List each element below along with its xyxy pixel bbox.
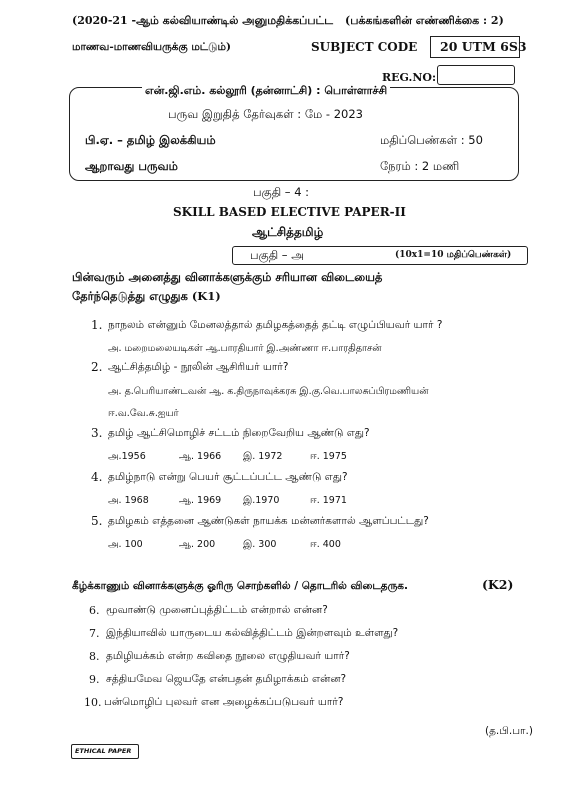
- section-a-instruction-2: [72, 289, 221, 305]
- header-line1: (2020-21 -ஆம் கல்வியாண்டில் அனுமதிக்கப்பட்ட: [72, 14, 334, 27]
- q5-option-c: இ. 300: [243, 539, 277, 550]
- max-marks: மதிப்பெண்கள் : 50: [380, 133, 483, 147]
- q10-number: 10.: [84, 696, 102, 709]
- q3-text: தமிழ் ஆட்சிமொழிச் சட்டம் நிறைவேறிய ஆண்டு எது?: [108, 427, 370, 439]
- section-a-instruction-1: பின்வரும் அனைத்து வினாக்களுக்கும் சரியான விடையைத்: [72, 270, 383, 284]
- q4-option-d: ஈ. 1971: [310, 495, 347, 506]
- subject-code: 20 UTM 6S3: [440, 39, 527, 54]
- duration: நேரம் : 2 மணி: [380, 159, 460, 173]
- paper-tamil: ஆட்சித்தமிழ்: [252, 225, 324, 239]
- q6-text: மூவாண்டு முனைப்புத்திட்டம் என்றால் என்ன?: [106, 604, 328, 616]
- section-a-marks: (10x1=10 மதிப்பெண்கள்): [395, 250, 512, 260]
- q3-option-c: இ. 1972: [243, 451, 283, 462]
- q7-number: 7.: [89, 627, 100, 640]
- q5-option-b: ஆ. 200: [179, 539, 216, 550]
- pto-note: (த.பி.பா.): [485, 725, 533, 737]
- exam-title: பருவ இறுதித் தேர்வுகள் : மே - 2023: [168, 107, 363, 121]
- q4-text: தமிழ்நாடு என்று பெயர் சூட்டப்பட்ட ஆண்டு எது?: [108, 471, 348, 483]
- paper-title: SKILL BASED ELECTIVE PAPER-II: [173, 205, 406, 219]
- q5-option-a: அ. 100: [108, 539, 143, 550]
- section-b-level: (K2): [482, 577, 514, 592]
- section-a-level: (K1): [191, 289, 221, 303]
- q9-number: 9.: [89, 673, 100, 686]
- q5-option-d: ஈ. 400: [310, 539, 341, 550]
- q1-options: அ. மறைமலையடிகள் ஆ.பாரதியார் இ.அண்ணா ஈ.பாரதிதாசன்: [108, 343, 382, 354]
- section-a-instruction-text: தேர்ந்தெடுத்து எழுதுக: [72, 289, 188, 303]
- reg-no-label: REG.NO:: [382, 71, 437, 84]
- q5-number: 5.: [91, 514, 103, 528]
- q7-text: இந்தியாவில் யாருடைய கல்வித்திட்டம் இன்றளவும் உள்ளது?: [106, 627, 399, 639]
- q3-option-a: அ.1956: [108, 451, 146, 462]
- q2-options-cont: ஈ.வ.வே.சு.ஐயர்: [108, 408, 179, 419]
- semester: ஆறாவது பருவம்: [85, 159, 178, 173]
- subject-code-box: [430, 36, 527, 58]
- q5-text: தமிழகம் எத்தனை ஆண்டுகள் நாயக்க மன்னர்களால் ஆளப்பட்டது?: [108, 515, 429, 527]
- section-a-label: பகுதி – அ: [250, 248, 304, 262]
- reg-no-field[interactable]: [437, 65, 515, 85]
- q1-number: 1.: [91, 318, 103, 332]
- q1-text: நாநலம் என்னும் மேனலத்தால் தமிழகத்தைத் தட்டி எழுப்பியவர் யார் ?: [108, 319, 443, 331]
- q8-number: 8.: [89, 650, 100, 663]
- course-name: பி.ஏ. – தமிழ் இலக்கியம்: [85, 133, 216, 147]
- q4-option-a: அ. 1968: [108, 495, 149, 506]
- q3-number: 3.: [91, 426, 103, 440]
- college-name: என்.ஜி.எம். கல்லூரி (தன்னாட்சி) : பொள்ளாச்சி: [142, 84, 390, 99]
- pages-note: (பக்கங்களின் எண்ணிக்கை : 2): [345, 14, 504, 27]
- header-line2: மாணவ-மாணவியருக்கு மட்டும்): [72, 41, 231, 53]
- q2-number: 2.: [91, 360, 103, 374]
- q4-number: 4.: [91, 470, 103, 484]
- q8-text: தமிழியக்கம் என்ற கவிதை நூலை எழுதியவர் யார்?: [106, 650, 350, 662]
- q2-options: அ. த.பெரியாண்டவன் ஆ. க.திருநாவுக்கரசு இ.கு.வெ.பாலசுப்பிரமணியன்: [108, 386, 429, 397]
- subject-code-label: SUBJECT CODE: [311, 40, 418, 54]
- q9-text: சத்தியமேவ ஜெயதே என்பதன் தமிழாக்கம் என்ன?: [106, 673, 347, 685]
- q6-number: 6.: [89, 604, 100, 617]
- part-heading: பகுதி – 4 :: [253, 185, 310, 199]
- ethical-paper-text: ETHICAL PAPER: [75, 747, 132, 755]
- q3-option-b: ஆ. 1966: [179, 451, 222, 462]
- q2-text: ஆட்சித்தமிழ் - நூலின் ஆசிரியர் யார்?: [108, 361, 289, 373]
- q3-option-d: ஈ. 1975: [310, 451, 347, 462]
- ethical-paper-stamp: [71, 744, 139, 759]
- q4-option-c: இ.1970: [243, 495, 280, 506]
- section-b-instruction: கீழ்க்காணும் வினாக்களுக்கு ஓரிரு சொற்களில் / தொடரில் விடைதருக.: [72, 580, 409, 592]
- q4-option-b: ஆ. 1969: [179, 495, 222, 506]
- q10-text: பன்மொழிப் புலவர் என அழைக்கப்படுபவர் யார்?: [104, 696, 344, 708]
